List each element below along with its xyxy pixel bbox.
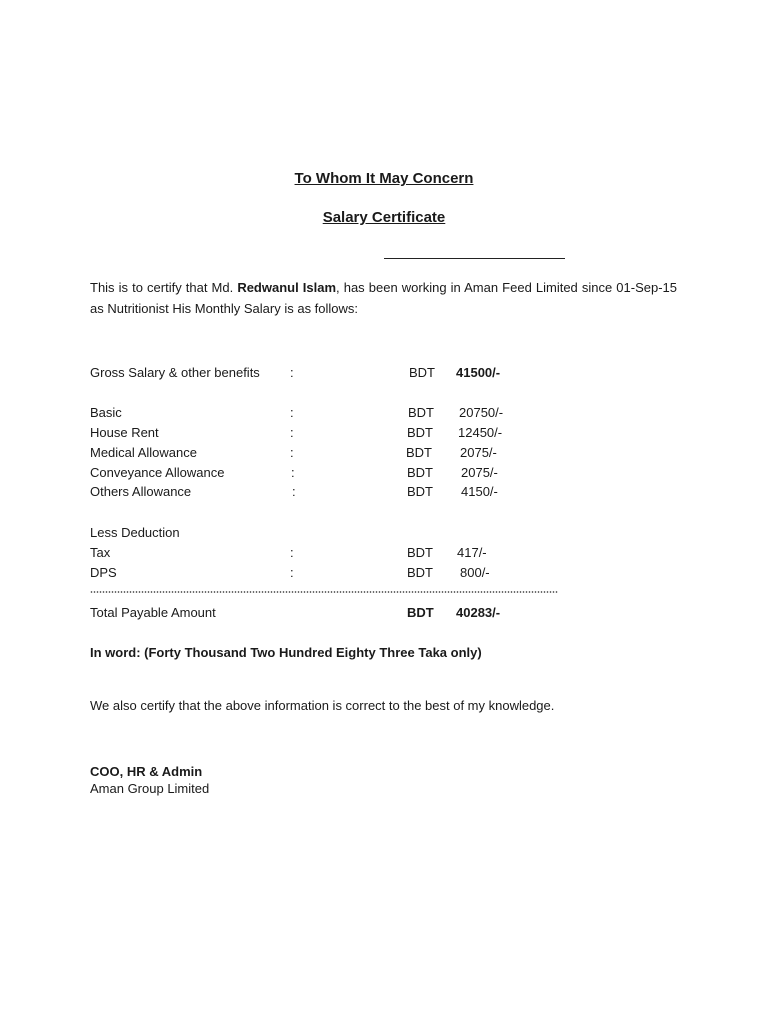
row-currency: BDT	[408, 405, 434, 420]
row-currency: BDT	[406, 445, 432, 460]
gross-label: Gross Salary & other benefits	[90, 365, 260, 380]
signature-line	[384, 258, 565, 259]
row-label: Tax	[90, 545, 111, 560]
row-amount: 2075/-	[460, 445, 497, 460]
gross-colon: :	[290, 365, 294, 380]
row-label: Medical Allowance	[90, 445, 197, 460]
row-label: Others Allowance	[90, 484, 192, 499]
intro-prefix: This is to certify that Md.	[90, 280, 238, 295]
row-colon: :	[290, 445, 294, 460]
row-label: Conveyance Allowance	[90, 465, 225, 480]
amount-in-words: In word: (Forty Thousand Two Hundred Eighty Three Taka only)	[90, 645, 482, 660]
gross-currency: BDT	[409, 365, 435, 380]
row-amount: 800/-	[460, 565, 490, 580]
row-colon: :	[290, 565, 294, 580]
dotted-separator	[90, 591, 558, 593]
row-amount: 12450/-	[458, 425, 503, 440]
row-currency: BDT	[407, 425, 433, 440]
row-colon: :	[292, 484, 296, 499]
deduction-heading: Less Deduction	[90, 525, 180, 540]
total-amount: 40283/-	[456, 605, 501, 620]
employee-name: Redwanul Islam	[237, 280, 337, 295]
row-colon: :	[290, 425, 294, 440]
row-currency: BDT	[407, 484, 433, 499]
row-currency: BDT	[407, 565, 433, 580]
row-label: Basic	[90, 405, 122, 420]
row-colon: :	[291, 465, 295, 480]
certify-statement: We also certify that the above information is correct to the best of my knowledge.	[90, 698, 555, 713]
row-amount: 20750/-	[459, 405, 504, 420]
row-currency: BDT	[407, 465, 433, 480]
row-amount: 417/-	[457, 545, 487, 560]
total-currency: BDT	[407, 605, 434, 620]
row-currency: BDT	[407, 545, 433, 560]
row-colon: :	[290, 405, 294, 420]
row-colon: :	[290, 545, 294, 560]
intro-paragraph	[90, 277, 677, 319]
row-label: House Rent	[90, 425, 159, 440]
signatory-title: COO, HR & Admin	[90, 764, 203, 779]
heading: To Whom It May Concern	[294, 170, 474, 187]
row-amount: 2075/-	[461, 465, 498, 480]
row-amount: 4150/-	[461, 484, 498, 499]
total-label: Total Payable Amount	[90, 605, 216, 620]
intro-suffix: , has been working in Aman Feed Limited since 01-Sep-15 as Nutritionist His Monthly Salary is as follows:	[90, 280, 677, 316]
row-label: DPS	[90, 565, 117, 580]
subheading: Salary Certificate	[322, 209, 446, 226]
signatory-company: Aman Group Limited	[90, 781, 210, 796]
gross-amount: 41500/-	[456, 365, 501, 380]
